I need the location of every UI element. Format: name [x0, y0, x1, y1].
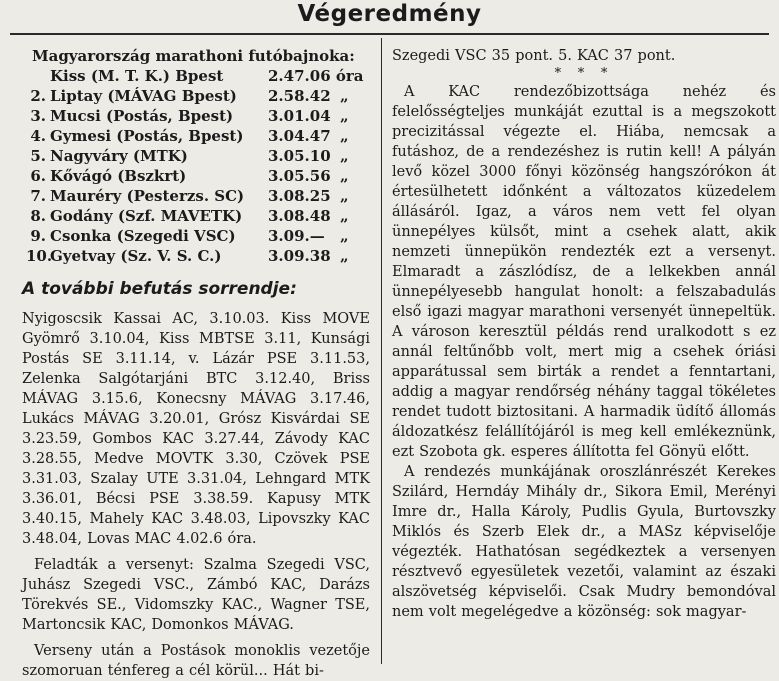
result-place: 3. [30, 107, 46, 125]
results-heading: Magyarország marathoni futóbajnoka: [32, 47, 355, 65]
result-name: Godány (Szf. MAVETK) [50, 207, 243, 225]
result-name: Gyetvay (Sz. V. S. C.) [50, 247, 222, 265]
result-place: 7. [30, 187, 46, 205]
result-ditto-mark: „ [340, 227, 349, 245]
result-time: 3.09.— [268, 227, 325, 245]
team-score-line: Szegedi VSC 35 pont. 5. KAC 37 pont. [392, 48, 676, 64]
result-row [22, 246, 370, 266]
section-stars: * * * [554, 66, 614, 81]
column-divider [381, 38, 382, 664]
result-place: 9. [30, 227, 46, 245]
result-name: Kővágó (Bszkrt) [50, 167, 187, 185]
right-text [392, 46, 776, 622]
result-time: 3.05.56 [268, 167, 331, 185]
title-rule [10, 33, 769, 35]
result-ditto-mark: „ [340, 107, 349, 125]
result-row [22, 146, 370, 166]
result-place: 2. [30, 87, 46, 105]
left-text [22, 309, 370, 681]
result-row [22, 66, 370, 86]
finishers-paragraph: Nyigoscsik Kassai AC, 3.10.03. Kiss MOVE Gyömrő 3.10.04, Kiss MBTSE 3.11, Kunsági Postás SE 3.11.14, v. Lázár PSE 3.11.53, Zelenka Salgótarjáni BTC 3.12.40, Briss MÁVAG 3.15.6, Konecsny MÁVAG 3.17.46, Lukács MÁVAG 3.20.01, Grósz Kisvárdai SE 3.23.59, Gombos KAC 3.27.44, Závody KAC 3.28.55, Medve MOVTK 3.30, Czövek PSE 3.31.03, Szalay UTE 3.31.04, Lehngard MTK 3.36.01, Bécsi PSE 3.38.59. Kapusy MTK 3.40.15, Mahely KAC 3.48.03, Lipovszky KAC 3.48.04, Lovas MAC 4.02.6 óra. [22, 311, 370, 547]
result-row [22, 186, 370, 206]
organization-paragraph: A KAC rendezőbizottsága nehéz és felelősségteljes munkáját ezuttal is a megszokott precizitással végezte el. Hiába, nemcsak a futáshoz, de a rendezéshez is rutin kell! A pályán levő közel 3000 főnyi közönség hangszórókon át értesülhetett időnként a változatos küzedelem állásáról. Igaz, a város nem vett fel olyan ünnepélyes külsőt, mint a csehek alatt, akik nemzeti ünnepükön rendezték ezt a versenyt. Elmaradt a zászlódísz, de a lelkekben annál ünnepélyesebb hangulat honolt: a felszabadulás első igazi magyar marathoni versenyét ünnepeltük. A városon keresztül példás rend uralkodott s ez annál feltűnőbb volt, mert mig a csehek óriási apparátussal sem birták a rendet a fenntartani, addig a magyar rendőrség néhány taggal tökéletes rendet tudott biztositani. A harmadik üdítő állomás áldozatkész felállítójáról is meg kell emlékeznünk, ezt Szobota gk. esperes állította fel Gönyü előtt. [392, 84, 776, 460]
result-name: Kiss (M. T. K.) Bpest [50, 67, 224, 85]
result-place: 4. [30, 127, 46, 145]
result-ditto-mark: „ [340, 187, 349, 205]
result-time: 3.09.38 [268, 247, 331, 265]
result-row [22, 126, 370, 146]
result-row [22, 166, 370, 186]
result-name: Liptay (MÁVAG Bpest) [50, 87, 237, 105]
result-ditto-mark: „ [340, 167, 349, 185]
result-place: 5. [30, 147, 46, 165]
result-ditto-mark: „ [340, 87, 349, 105]
result-name: Csonka (Szegedi VSC) [50, 227, 236, 245]
result-name: Mucsi (Postás, Bpest) [50, 107, 234, 125]
result-row [22, 226, 370, 246]
results-table [22, 66, 370, 266]
result-name: Nagyváry (MTK) [50, 147, 188, 165]
result-place: 6. [30, 167, 46, 185]
right-column [392, 46, 776, 622]
result-ditto-mark: „ [340, 127, 349, 145]
result-time: 3.08.25 [268, 187, 331, 205]
retired-paragraph: Feladták a versenyt: Szalma Szegedi VSC, Juhász Szegedi VSC., Zámbó KAC, Darázs Törekvés SE., Vidomszky KAC., Wagner TSE, Martoncsik KAC, Domonkos MÁVAG. [22, 557, 370, 633]
result-row [22, 206, 370, 226]
result-name: Gymesi (Postás, Bpest) [50, 127, 244, 145]
result-place: 10. [26, 247, 53, 265]
result-name: Mauréry (Pesterzs. SC) [50, 187, 245, 205]
result-row [22, 106, 370, 126]
result-time: 2.47.06 óra [268, 67, 364, 85]
result-time: 2.58.42 [268, 87, 331, 105]
after-race-paragraph: Verseny után a Postások monoklis vezetője szomoruan ténfereg a cél körül... Hát bi- [22, 643, 370, 679]
result-ditto-mark: „ [340, 247, 349, 265]
result-ditto-mark: „ [340, 207, 349, 225]
result-time: 3.08.48 [268, 207, 331, 225]
organizers-paragraph: A rendezés munkájának oroszlánrészét Kerekes Szilárd, Herndáy Mihály dr., Sikora Emil, Merényi Imre dr., Halla Károly, Pudlis Gyula, Burtovszky Miklós és Szerb Elek dr., a MASz képviselője végezték. Hathatósan segédkeztek a versenyen résztvevő egyesületek vezetői, valamint az északi alszövetség képviselői. Csak Mudry bemondóval nem volt megelégedve a közönség: sok magyar- [392, 464, 776, 620]
page-title: Végeredmény [297, 1, 482, 27]
result-row [22, 86, 370, 106]
result-time: 3.04.47 [268, 127, 331, 145]
subheading: A további befutás sorrendje: [22, 279, 297, 299]
result-time: 3.05.10 [268, 147, 331, 165]
result-ditto-mark: „ [340, 147, 349, 165]
result-place: 8. [30, 207, 46, 225]
result-time: 3.01.04 [268, 107, 331, 125]
left-column [22, 46, 370, 681]
